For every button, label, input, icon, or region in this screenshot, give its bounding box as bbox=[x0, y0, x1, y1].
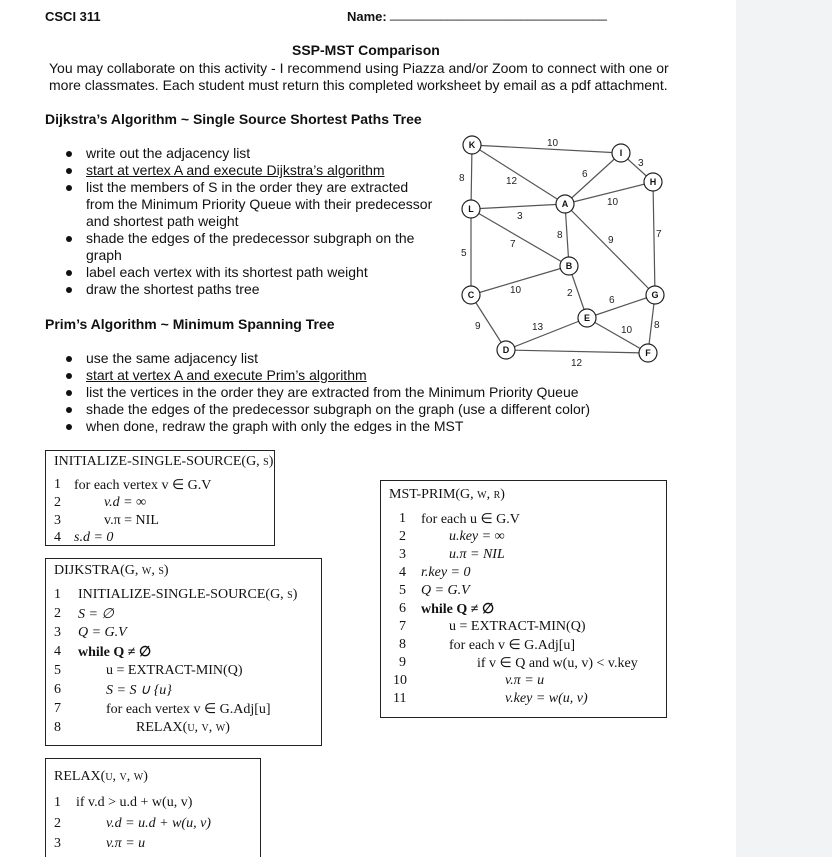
list-item: start at vertex A and execute Prim’s algorithm bbox=[64, 367, 590, 384]
line-number: 1 bbox=[399, 511, 406, 526]
vertex-label: I bbox=[619, 148, 623, 158]
dijkstra-pseudocode-box bbox=[45, 558, 322, 746]
course-code: CSCI 311 bbox=[45, 9, 101, 24]
list-item-text: graph bbox=[86, 247, 122, 263]
vertex-L bbox=[462, 200, 480, 218]
edge-A-G bbox=[565, 204, 655, 295]
vertex-label: K bbox=[468, 140, 476, 150]
weight-label: 8 bbox=[459, 173, 465, 184]
vertex-B bbox=[560, 257, 578, 275]
weight-label: 5 bbox=[461, 248, 467, 259]
pseudocode-title: DIJKSTRA(G, w, s) bbox=[54, 563, 169, 578]
line-number: 7 bbox=[54, 701, 61, 716]
vertex-label: L bbox=[468, 204, 474, 214]
initialize-single-source-box bbox=[45, 450, 275, 546]
list-item: shade the edges of the predecessor subgraph on the graph (use a different color) bbox=[64, 401, 590, 418]
list-item bbox=[64, 179, 432, 230]
vertex-G bbox=[646, 286, 664, 304]
line-number: 2 bbox=[399, 529, 406, 544]
weight-label: 10 bbox=[621, 325, 633, 336]
weight-label: 13 bbox=[532, 322, 544, 333]
code-line: v.d = ∞ bbox=[104, 495, 147, 510]
weight-label: 7 bbox=[510, 239, 516, 250]
list-item-text: shade the edges of the predecessor subgraph on the bbox=[86, 230, 415, 246]
code-line: if v ∈ Q and w(u, v) < v.key bbox=[477, 656, 638, 671]
code-line: RELAX(u, v, w) bbox=[136, 720, 230, 735]
vertex-A bbox=[556, 195, 574, 213]
line-number: 1 bbox=[54, 795, 61, 810]
mst-prim-pseudocode-box bbox=[380, 480, 667, 718]
edge-L-A bbox=[471, 204, 565, 209]
weight-label: 12 bbox=[571, 358, 583, 369]
vertex-C bbox=[462, 286, 480, 304]
weight-label: 2 bbox=[567, 288, 573, 299]
line-number: 2 bbox=[54, 606, 61, 621]
pseudocode-title: RELAX(u, v, w) bbox=[54, 769, 148, 784]
code-line: v.π = u bbox=[505, 673, 545, 688]
weight-label: 12 bbox=[506, 176, 518, 187]
code-line: for each u ∈ G.V bbox=[421, 512, 520, 527]
line-number: 5 bbox=[54, 663, 61, 678]
edge-E-D bbox=[506, 318, 587, 350]
edge-D-F bbox=[506, 350, 648, 353]
line-number: 6 bbox=[54, 682, 61, 697]
line-number: 3 bbox=[399, 547, 406, 562]
line-number: 2 bbox=[54, 495, 61, 510]
weight-label: 9 bbox=[608, 235, 614, 246]
page-title: SSP-MST Comparison bbox=[292, 42, 440, 58]
line-number: 1 bbox=[54, 477, 61, 492]
line-number: 8 bbox=[399, 637, 406, 652]
line-number: 4 bbox=[399, 565, 406, 580]
code-line: while Q ≠ ∅ bbox=[78, 645, 152, 660]
intro-line-2: more classmates. Each student must return this completed worksheet by email as a pdf attachment. bbox=[49, 77, 668, 93]
weight-label: 8 bbox=[654, 320, 660, 331]
relax-pseudocode-box bbox=[45, 758, 261, 857]
code-line: S = S ∪ {u} bbox=[106, 683, 172, 698]
list-item: write out the adjacency list bbox=[64, 145, 432, 162]
vertex-label: G bbox=[651, 290, 659, 300]
edge-E-G bbox=[587, 295, 655, 318]
weight-label: 9 bbox=[475, 321, 481, 332]
edge-E-F bbox=[587, 318, 648, 353]
line-number: 3 bbox=[54, 513, 61, 528]
code-line: for each v ∈ G.Adj[u] bbox=[449, 638, 576, 653]
code-line: v.d = u.d + w(u, v) bbox=[106, 816, 211, 831]
vertex-label: D bbox=[502, 345, 510, 355]
name-blank[interactable]: ______________________________ bbox=[390, 6, 607, 21]
list-item: list the vertices in the order they are extracted from the Minimum Priority Queue bbox=[64, 384, 590, 401]
line-number: 8 bbox=[54, 720, 61, 735]
edge-K-A bbox=[472, 145, 565, 204]
vertex-F bbox=[639, 344, 657, 362]
code-line: for each vertex v ∈ G.Adj[u] bbox=[106, 702, 271, 717]
code-line: S = ∅ bbox=[78, 607, 114, 622]
edge-H-G bbox=[653, 182, 655, 295]
dijkstra-task-list bbox=[64, 145, 432, 298]
code-line: u.key = ∞ bbox=[449, 529, 505, 544]
weight-label: 6 bbox=[582, 169, 588, 180]
code-line: r.key = 0 bbox=[421, 565, 471, 580]
code-line: for each vertex v ∈ G.V bbox=[74, 478, 212, 493]
edge-K-L bbox=[471, 145, 472, 209]
code-line: while Q ≠ ∅ bbox=[421, 602, 495, 617]
line-number: 10 bbox=[393, 673, 407, 688]
line-number: 1 bbox=[54, 587, 61, 602]
intro-line-1: You may collaborate on this activity - I recommend using Piazza and/or Zoom to connect with one or bbox=[49, 60, 669, 76]
code-line: u = EXTRACT-MIN(Q) bbox=[449, 619, 586, 634]
code-line: INITIALIZE-SINGLE-SOURCE(G, s) bbox=[78, 587, 298, 602]
list-item bbox=[64, 230, 432, 264]
weighted-graph bbox=[450, 128, 680, 370]
list-item: start at vertex A and execute Dijkstra’s algorithm bbox=[64, 162, 432, 179]
line-number: 2 bbox=[54, 816, 61, 831]
weight-label: 6 bbox=[609, 295, 615, 306]
vertex-label: C bbox=[467, 290, 475, 300]
code-line: v.key = w(u, v) bbox=[505, 691, 588, 706]
code-line: u.π = NIL bbox=[449, 547, 505, 562]
pseudocode-title: MST-PRIM(G, w, r) bbox=[389, 487, 505, 502]
vertex-label: F bbox=[645, 348, 651, 358]
weight-label: 10 bbox=[547, 138, 559, 149]
vertex-E bbox=[578, 309, 596, 327]
vertex-K bbox=[463, 136, 481, 154]
list-item: label each vertex with its shortest path weight bbox=[64, 264, 432, 281]
line-number: 3 bbox=[54, 836, 61, 851]
list-item-text: list the members of S in the order they are extracted bbox=[86, 179, 409, 195]
vertex-I bbox=[612, 144, 630, 162]
list-item: when done, redraw the graph with only the edges in the MST bbox=[64, 418, 590, 435]
line-number: 3 bbox=[54, 625, 61, 640]
vertex-H bbox=[644, 173, 662, 191]
weight-label: 10 bbox=[510, 285, 522, 296]
prim-heading: Prim’s Algorithm ~ Minimum Spanning Tree bbox=[45, 316, 335, 332]
list-item-text: and shortest path weight bbox=[86, 213, 239, 229]
code-line: u = EXTRACT-MIN(Q) bbox=[106, 663, 243, 678]
line-number: 5 bbox=[399, 583, 406, 598]
vertex-label: B bbox=[565, 261, 573, 271]
code-line: s.d = 0 bbox=[74, 530, 114, 545]
weight-label: 7 bbox=[656, 229, 662, 240]
dijkstra-heading: Dijkstra’s Algorithm ~ Single Source Shortest Paths Tree bbox=[45, 111, 422, 127]
list-item-text: from the Minimum Priority Queue with their predecessor bbox=[86, 196, 433, 212]
weight-label: 3 bbox=[517, 211, 523, 222]
code-line: v.π = NIL bbox=[104, 513, 159, 528]
list-item: use the same adjacency list bbox=[64, 350, 590, 367]
line-number: 4 bbox=[54, 644, 61, 659]
vertex-label: A bbox=[561, 199, 569, 209]
weight-label: 10 bbox=[607, 197, 619, 208]
name-label: Name: bbox=[347, 9, 387, 24]
line-number: 4 bbox=[54, 530, 61, 545]
weight-label: 8 bbox=[557, 230, 563, 241]
pseudocode-title: INITIALIZE-SINGLE-SOURCE(G, s) bbox=[54, 454, 274, 469]
line-number: 9 bbox=[399, 655, 406, 670]
vertex-label: H bbox=[649, 177, 657, 187]
line-number: 7 bbox=[399, 619, 406, 634]
vertex-D bbox=[497, 341, 515, 359]
line-number: 11 bbox=[393, 691, 407, 706]
weight-label: 3 bbox=[638, 158, 644, 169]
line-number: 6 bbox=[399, 601, 406, 616]
code-line: Q = G.V bbox=[78, 625, 127, 640]
vertex-label: E bbox=[583, 313, 591, 323]
list-item: draw the shortest paths tree bbox=[64, 281, 432, 298]
code-line: if v.d > u.d + w(u, v) bbox=[76, 795, 193, 810]
code-line: v.π = u bbox=[106, 836, 146, 851]
viewer-gutter bbox=[736, 0, 832, 857]
code-line: Q = G.V bbox=[421, 583, 470, 598]
